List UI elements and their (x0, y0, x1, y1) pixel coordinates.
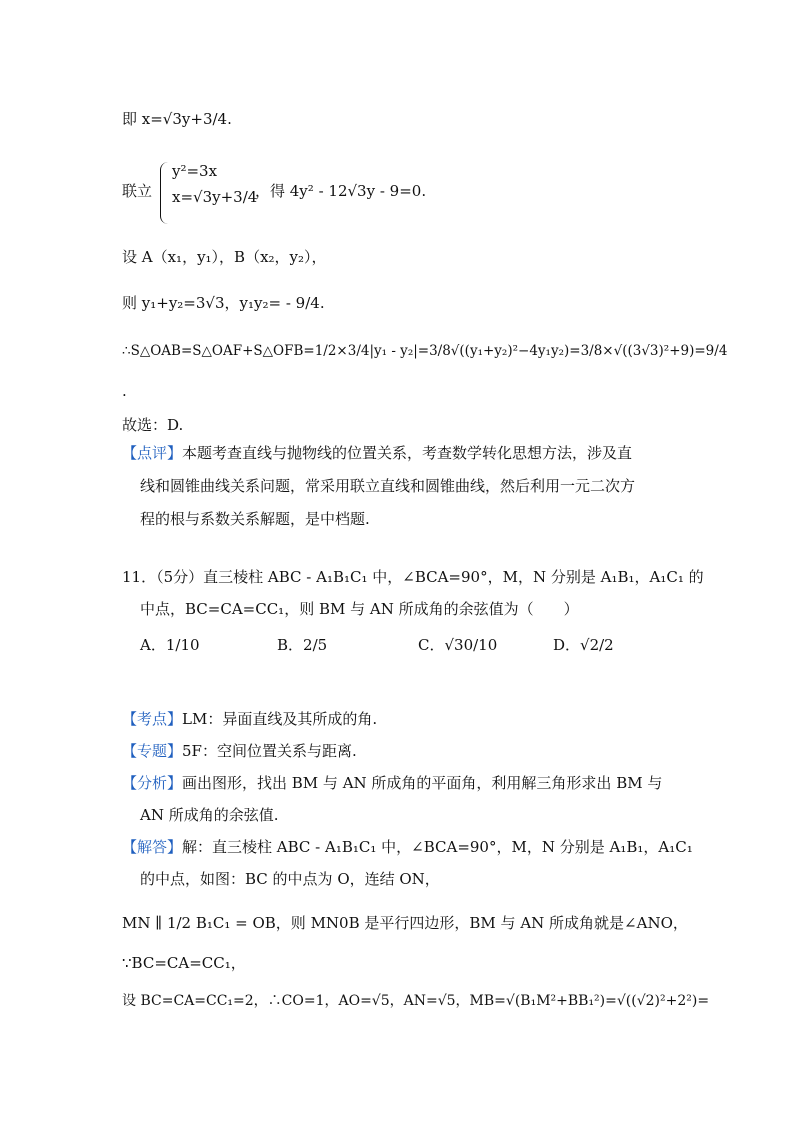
kaodian-text: LM：异面直线及其所成的角. (182, 710, 378, 728)
lianli-label: 联立 (122, 182, 153, 200)
fenxi-line-1 (122, 772, 690, 794)
option-a-value: 1/10 (165, 636, 200, 654)
mn-line: MN ∥ 1/2 B₁C₁ = OB，则 MN0B 是平行四边形，BM 与 AN 所成角就是∠ANO， (122, 914, 688, 932)
text-x-expression: 即 x=√3y+3/4. (122, 110, 232, 128)
lianli-result: ，得 4y² - 12√3y - 9=0. (255, 182, 427, 200)
line-area: ∴S△OAB=S△OAF+S△OFB=1/2×3/4|y₁ - y₂|=3/8√((y₁+y₂)²−4y₁y₂)=3/8×√((3√3)²+9)=9/4 (122, 343, 728, 359)
review-tag: 【点评】 (122, 444, 183, 462)
option-d (553, 634, 614, 656)
option-c-value: √30/10 (444, 636, 498, 654)
zhuanti-tag: 【专题】 (122, 742, 183, 760)
jieda-text-1: 解：直三棱柱 ABC - A₁B₁C₁ 中，∠BCA=90°，M，N 分别是 A₁B₁，A₁C₁ (182, 838, 693, 856)
system-brace (160, 162, 169, 224)
fenxi-line-2: AN 所成角的余弦值. (140, 806, 279, 824)
option-d-letter: D． (553, 636, 581, 654)
line-x-expression (122, 108, 690, 130)
jieda-tag: 【解答】 (122, 838, 183, 856)
last-line: 设 BC=CA=CC₁=2，∴CO=1，AO=√5，AN=√5，MB=√(B₁M²+BB₁²)=√((√2)²+2²)= (122, 993, 710, 1009)
zhuanti-line (122, 740, 690, 762)
option-d-value: √2/2 (580, 636, 614, 654)
option-a-letter: A． (140, 636, 166, 654)
review-line-1 (122, 442, 690, 464)
line-set-ab: 设 A（x₁，y₁），B（x₂，y₂）， (122, 248, 327, 266)
question-11-line-2: 中点，BC=CA=CC₁，则 BM 与 AN 所成角的余弦值为（ ） (140, 600, 579, 618)
option-a (140, 634, 200, 656)
line-dot: . (122, 382, 127, 400)
zhuanti-text: 5F：空间位置关系与距离. (182, 742, 357, 760)
jieda-line-2: 的中点，如图：BC 的中点为 O，连结 ON， (140, 870, 440, 888)
kaodian-tag: 【考点】 (122, 710, 183, 728)
option-b-letter: B． (277, 636, 304, 654)
system-equation-2: x=√3y+3/4 (172, 188, 258, 206)
option-b-value: 2/5 (303, 636, 328, 654)
review-line-2: 线和圆锥曲线关系问题，常采用联立直线和圆锥曲线，然后利用一元二次方 (140, 477, 636, 495)
line-vieta: 则 y₁+y₂=3√3，y₁y₂= - 9/4. (122, 294, 325, 312)
line-choose: 故选：D. (122, 416, 184, 434)
because-line: ∵BC=CA=CC₁， (122, 954, 246, 972)
system-equation-1: y²=3x (172, 162, 218, 180)
option-c (418, 634, 497, 656)
fenxi-tag: 【分析】 (122, 774, 183, 792)
option-b (277, 634, 327, 656)
fenxi-text-1: 画出图形，找出 BM 与 AN 所成角的平面角，利用解三角形求出 BM 与 (182, 774, 663, 792)
review-line-3: 程的根与系数关系解题，是中档题. (140, 510, 370, 528)
review-text-1: 本题考查直线与抛物线的位置关系，考查数学转化思想方法，涉及直 (182, 444, 633, 462)
jieda-line-1 (122, 836, 693, 858)
question-11-line-1: 11．（5分）直三棱柱 ABC - A₁B₁C₁ 中，∠BCA=90°，M，N 分别是 A₁B₁，A₁C₁ 的 (122, 568, 704, 586)
kaodian-line (122, 708, 690, 730)
option-c-letter: C． (418, 636, 445, 654)
